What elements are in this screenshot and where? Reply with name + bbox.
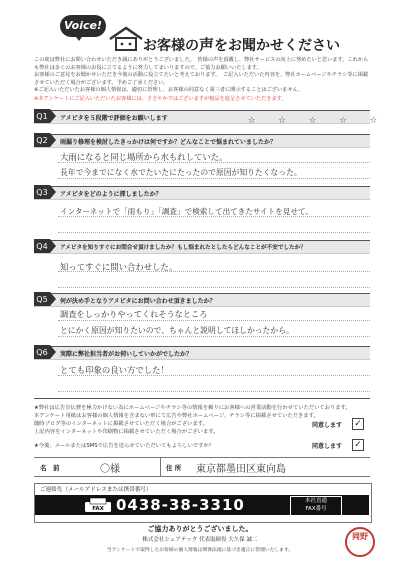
thanks-text: ご協力ありがとうございました。: [147, 525, 253, 533]
address-field[interactable]: 東京都墨田区東向島: [196, 464, 286, 475]
answer-rule: [58, 178, 370, 179]
question-tag: [34, 292, 56, 306]
handwritten-answer: とにかく原因が知りたいので、ちゃんと説明してほしかったから。: [60, 326, 294, 335]
svg-text:Q3: Q3: [36, 188, 48, 197]
handwritten-answer: インターネットで「雨もり」「調査」で検索して出てきたサイトを見せて。: [60, 207, 314, 216]
rating-stars: ☆ ☆ ☆ ☆ ☆: [248, 112, 386, 126]
consent-text: 上記内容をインターネットや印刷物に掲載させていただく場合がございます。: [34, 429, 219, 435]
voice-badge-tail: [74, 34, 84, 41]
intro-line: この度は弊社にお問い合わせいただき誠にありがとうございました。 皆様の声を頂戴し、弊社サービスの向上に努めたいと思います。これからも弊社は多くのお客様のお役に立てるように努力してまいりますので、ご協力お願いいたします。: [34, 57, 369, 71]
fax-number: 0438-38-3310: [116, 496, 245, 514]
question-text: アメピタをどのように探しましたか？: [60, 191, 162, 198]
notice-text: ※本アンケートにご記入いただいたお客様には、ささやかではございますが粗品を進呈させていただきます。: [34, 96, 287, 102]
question-tag: [34, 109, 56, 123]
house-icon: [108, 26, 144, 52]
consent-checkbox[interactable]: ✓: [352, 439, 364, 451]
handwritten-answer: 知ってすぐに問い合わせした。: [60, 262, 178, 272]
question-tag: [34, 185, 56, 199]
answer-rule: [58, 320, 370, 321]
handwritten-answer: 長年で今までになく水でたいたにたったので原因が知りたくなった。: [60, 168, 302, 177]
question-tag: [34, 133, 56, 147]
consent-checkbox[interactable]: ✓: [352, 418, 364, 430]
company-name: 株式会社シェアテック 代表取締役 大久保 誠二: [142, 537, 258, 543]
intro-line: お客様のご意見をお聞かせいただき今後の活動に役立てたいと考えております。 ご記入いただいた内容を、弊社ホームページやチラシ等に掲載させていただく場合がございます。予めご了承ください。: [34, 72, 369, 86]
row-divider: [160, 457, 161, 477]
question-text: アメピタを５段階で評価をお願いします: [60, 115, 168, 122]
question-tag: [34, 345, 56, 359]
svg-text:FAX: FAX: [92, 506, 104, 512]
svg-text:Q2: Q2: [36, 136, 48, 145]
question-text: 雨漏り修理を検討したきっかけは何ですか？どんなことで悩まれていましたか？: [60, 139, 277, 146]
consent-label: 同意します: [312, 422, 343, 429]
footnote: 随時ブログ等のインターネットに掲載させていただく場合がございます。: [34, 421, 208, 427]
hanko-stamp: 岡野: [345, 527, 375, 557]
voice-badge: Voice!: [60, 15, 106, 37]
address-label: 住 所: [166, 464, 182, 472]
intro-text: [34, 57, 370, 95]
privacy-notice: 当アンケートで取得したお客様の個人情報は関係法規に基づき適正に管理いたします。: [106, 548, 294, 553]
fax-direct-label: 本社直通 FAX番号: [290, 496, 342, 516]
handwritten-answer: 調査をしっかりやってくれそうなところ: [60, 309, 208, 319]
question-text: 実際に弊社担当者がお伺いしていかがでしたか？: [60, 351, 193, 358]
question-text: 何が決め手となりアメピタにお問い合わせ頂きましたか？: [60, 298, 216, 305]
answer-rule: [58, 391, 370, 392]
handwritten-answer: 大雨になると同じ場所から水もれしていた。: [60, 152, 228, 162]
svg-text:Q6: Q6: [36, 348, 48, 357]
answer-rule: [58, 287, 370, 288]
footnote: ★弊社は広告宣伝費を極力かけない為にホームページやチラシ等の情報を頼りにお客様への営業活動を行わせていただいております。: [34, 405, 351, 411]
answer-rule: [58, 232, 370, 233]
contact-label: ご連絡先（メールアドレスまたは携帯番号）: [40, 487, 152, 493]
footnote: 本アンケート用紙はお客様の個人情報を含まない形にて広告や弊社ホームページ、チラシ等に掲載させていただきます。: [34, 413, 319, 419]
name-field[interactable]: 〇様: [100, 464, 120, 475]
section-divider: [34, 398, 370, 399]
svg-text:Q5: Q5: [36, 295, 48, 304]
fax-machine-icon: [84, 497, 112, 513]
page-title: お客様の声をお聞かせください: [143, 36, 341, 54]
question-text: アメピタを知りすぐにお問合せ頂けましたか？もし悩まれたとしたらどんなことが不安でしたか？: [60, 245, 306, 251]
answer-rule: [58, 336, 370, 337]
name-label: 名 前: [40, 464, 60, 472]
consent-text: ★今後、メールまたはSMSで広告を送らせていただいてもよろしいですか？: [34, 443, 214, 449]
handwritten-answer: とても印象の良い方でした！: [60, 365, 169, 375]
intro-line: ※ご記入いただいたお客様の個人情報は、適切に管理し、お客様の同意なく第三者に開示することはございません。: [34, 87, 304, 94]
svg-text:Q4: Q4: [36, 242, 48, 251]
question-tag: [34, 239, 56, 253]
consent-label: 同意します: [312, 443, 343, 450]
svg-text:Q1: Q1: [36, 112, 48, 121]
